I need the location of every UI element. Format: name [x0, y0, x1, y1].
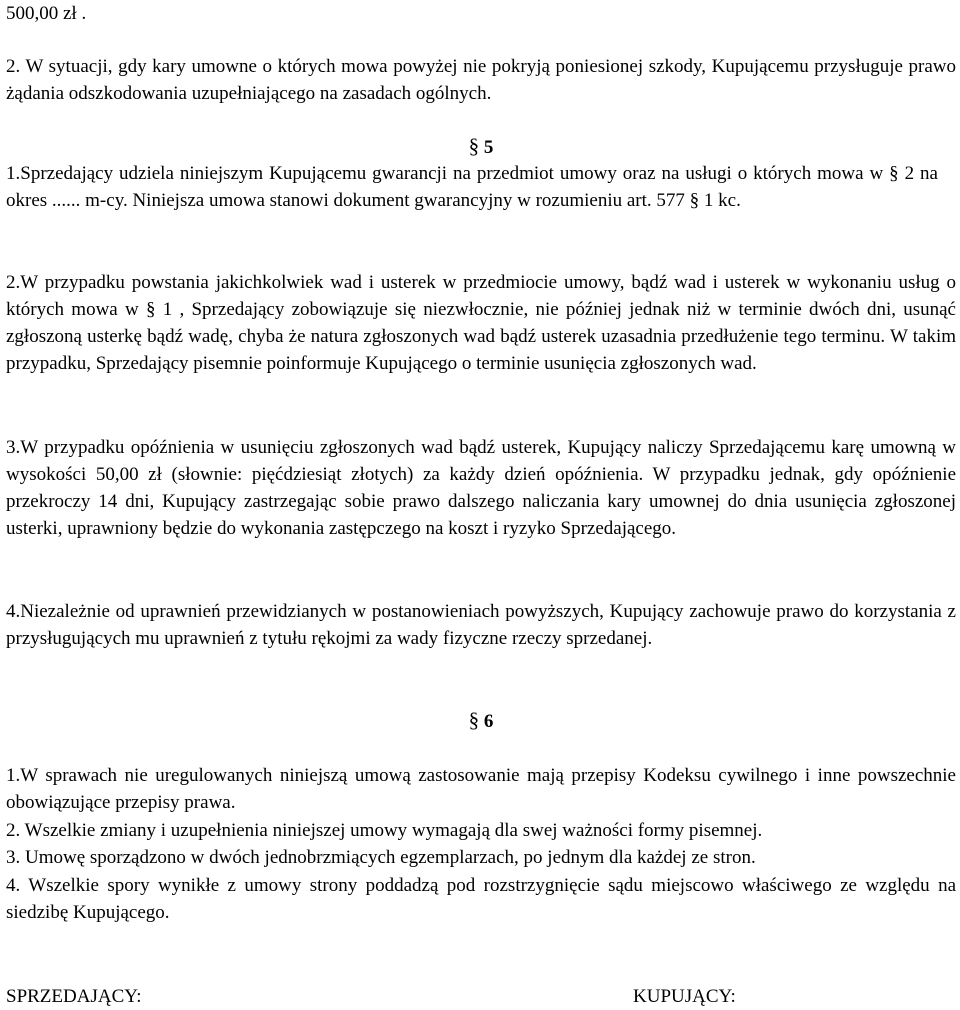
section-6-paragraph-3: 3. Umowę sporządzono w dwóch jednobrzmiących egzemplarzach, po jednym dla każdej ze stron.	[6, 847, 756, 868]
section-6-heading	[6, 707, 956, 735]
section-5-paragraph-2: 2.W przypadku powstania jakichkolwiek wad i usterek w przedmiocie umowy, bądź wad i usterek w wykonaniu usług o których mowa w § 1 , Sprzedający zobowiązuje się niezwłocznie, nie później jednak niż w terminie dwóch dni, usunąć zgłoszoną usterkę bądź wadę, chyba że natura zgłoszonych wad bądź usterek uzasadnia przedłużenie tego terminu. W takim przypadku, Sprzedający pisemnie poinformuje Kupującego o terminie usunięcia zgłoszonych wad.	[6, 272, 956, 374]
signature-row	[6, 983, 956, 1010]
section-symbol: §	[468, 134, 480, 158]
section-6-paragraph-4: 4. Wszelkie spory wynikłe z umowy strony poddadzą pod rozstrzygnięcie sądu miejscowo właściwego ze względu na siedzibę Kupującego.	[6, 875, 956, 923]
section-6-paragraph-2: 2. Wszelkie zmiany i uzupełnienia niniejszej umowy wymagają dla swej ważności formy pisemnej.	[6, 820, 763, 841]
buyer-signature-label: KUPUJĄCY:	[633, 986, 736, 1007]
penalty-clause-2: 2. W sytuacji, gdy kary umowne o których mowa powyżej nie pokryją poniesionej szkody, Kupującemu przysługuje prawo żądania odszkodowania uzupełniającego na zasadach ogólnych.	[6, 56, 956, 104]
section-number: 5	[483, 137, 494, 158]
section-number: 6	[483, 711, 494, 732]
seller-signature-label: SPRZEDAJĄCY:	[6, 986, 142, 1007]
section-5-heading	[6, 133, 956, 161]
section-symbol: §	[468, 708, 480, 732]
section-5-paragraph-1: 1.Sprzedający udziela niniejszym Kupującemu gwarancji na przedmiot umowy oraz na usługi o których mowa w § 2 na okres ...... m-cy. Niniejsza umowa stanowi dokument gwarancyjny w rozumieniu art. 577 § 1 kc.	[6, 163, 938, 211]
section-5-paragraph-3: 3.W przypadku opóźnienia w usunięciu zgłoszonych wad bądź usterek, Kupujący naliczy Sprzedającemu karę umowną w wysokości 50,00 zł (słownie: pięćdziesiąt złotych) za każdy dzień opóźnienia. W przypadku jednak, gdy opóźnienie przekroczy 14 dni, Kupujący zastrzegając sobie prawo dalszego naliczania kary umownej do dnia usunięcia zgłoszonej usterki, uprawniony będzie do wykonania zastępczego na koszt i ryzyko Sprzedającego.	[6, 437, 956, 539]
section-5-paragraph-4: 4.Niezależnie od uprawnień przewidzianych w postanowieniach powyższych, Kupujący zachowuje prawo do korzystania z przysługujących mu uprawnień z tytułu rękojmi za wady fizyczne rzeczy sprzedanej.	[6, 601, 956, 649]
section-6-paragraph-1: 1.W sprawach nie uregulowanych niniejszą umową zastosowanie mają przepisy Kodeksu cywilnego i inne powszechnie obowiązujące przepisy prawa.	[6, 765, 956, 813]
top-line: 500,00 zł .	[6, 3, 87, 24]
